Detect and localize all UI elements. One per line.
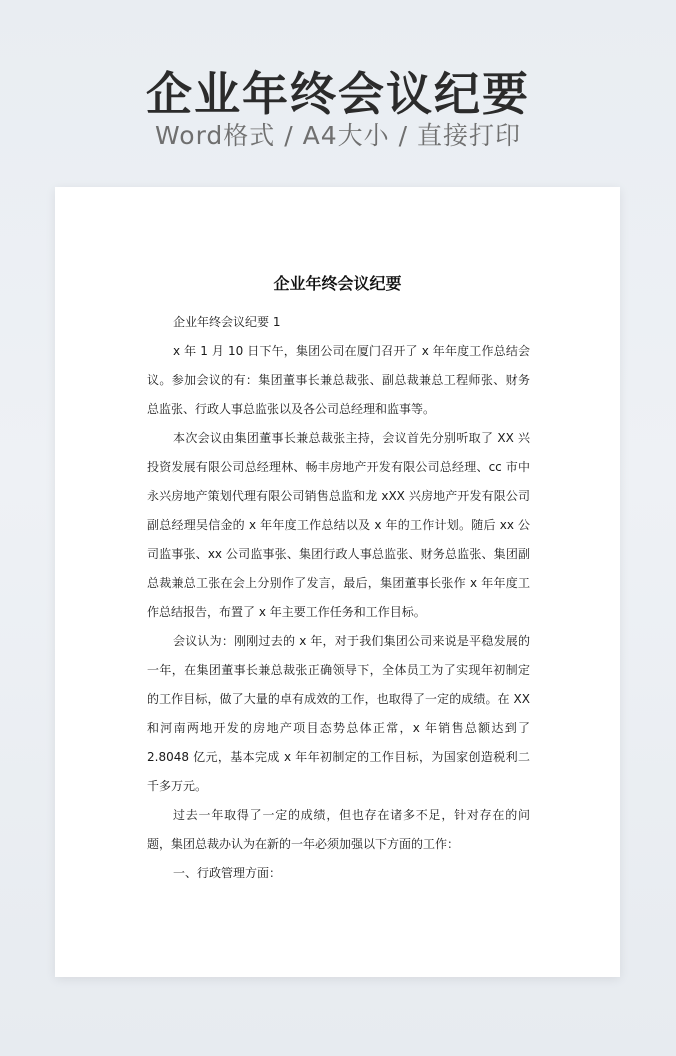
paragraph: 本次会议由集团董事长兼总裁张主持，会议首先分别听取了 XX 兴投资发展有限公司总经理林、畅丰房地产开发有限公司总经理、cc 市中永兴房地产策划代理有限公司销售总监和龙 xXX 兴房地产开发有限公司副总经理吴信金的 x 年年度工作总结以及 x 年的工作计划。随后 xx 公司监事张、xx 公司监事张、集团行政人事总监张、财务总监张、集团副总裁兼总工张在会上分别作了发言，最后，集团董事长张作 x 年年度工作总结报告，布置了 x 年主要工作任务和工作目标。: [147, 431, 530, 619]
paragraph: 一、行政管理方面：: [173, 866, 282, 880]
banner-title: 企业年终会议纪要: [146, 67, 530, 121]
document-title: 企业年终会议纪要: [273, 274, 402, 293]
banner-subtitle: Word格式 / A4大小 / 直接打印: [155, 121, 521, 150]
paragraph: x 年 1 月 10 日下午，集团公司在厦门召开了 x 年年度工作总结会议。参加会议的有：集团董事长兼总裁张、副总裁兼总工程师张、财务总监张、行政人事总监张以及各公司总经理和监事等。: [147, 344, 530, 416]
paragraph: 企业年终会议纪要 1: [173, 315, 281, 329]
document-body: [147, 308, 530, 888]
document-page: [55, 187, 620, 977]
paragraph: 会议认为：刚刚过去的 x 年，对于我们集团公司来说是平稳发展的一年，在集团董事长兼总裁张正确领导下，全体员工为了实现年初制定的工作目标，做了大量的卓有成效的工作，也取得了一定的成绩。在 XX 和河南两地开发的房地产项目态势总体正常，x 年销售总额达到了 2.8048 亿元，基本完成 x 年年初制定的工作目标，为国家创造税利二千多万元。: [147, 634, 530, 793]
paragraph: 过去一年取得了一定的成绩，但也存在诸多不足，针对存在的问题，集团总裁办认为在新的一年必须加强以下方面的工作：: [147, 808, 530, 851]
